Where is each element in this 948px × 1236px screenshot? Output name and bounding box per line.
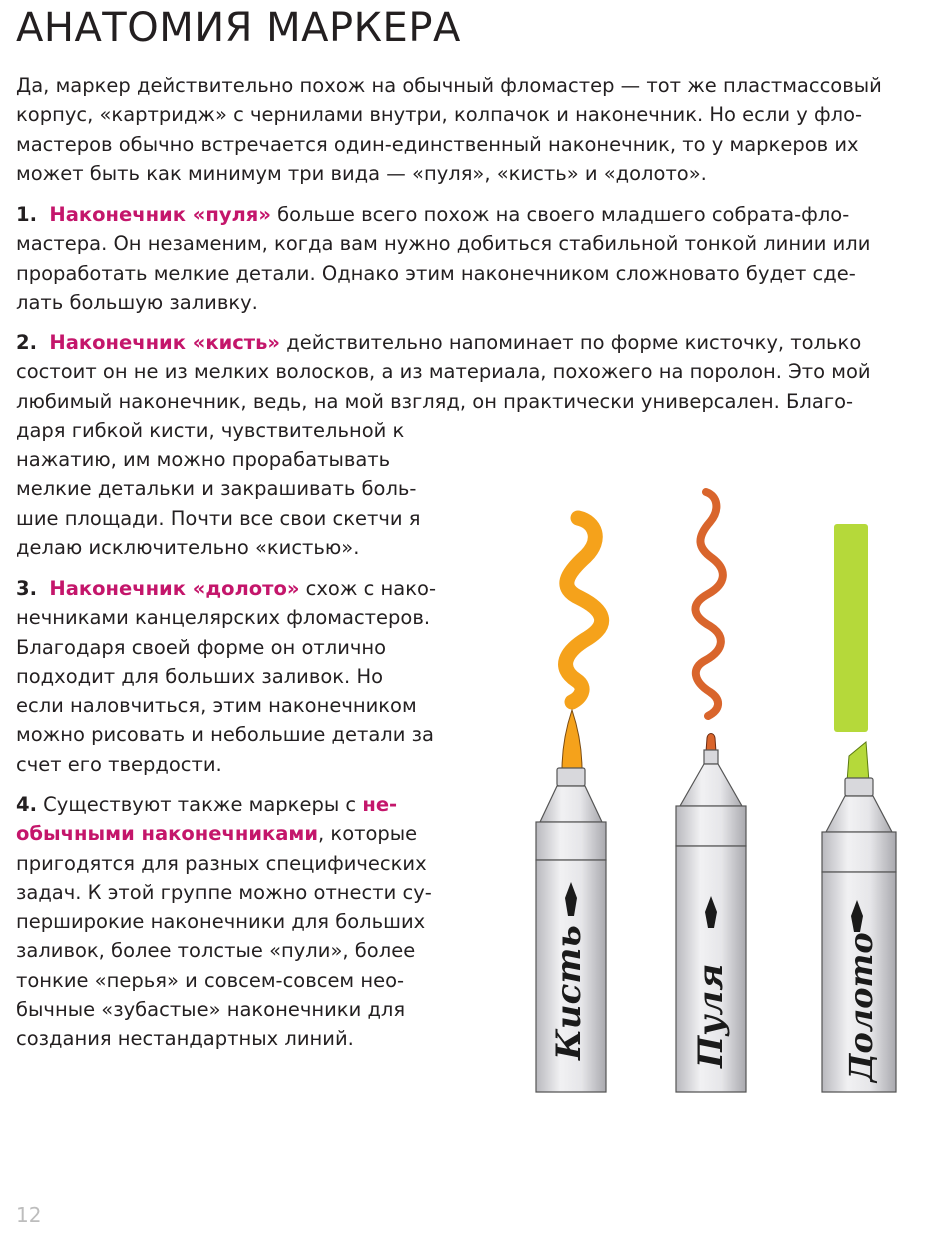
bullet-marker — [676, 734, 746, 1093]
item-line: шие площади. Почти все свои скетчи я — [16, 506, 421, 530]
markers-illustration — [500, 470, 930, 1110]
item-line: делаю исключительно «кистью». — [16, 536, 360, 560]
item-second-line — [16, 819, 432, 848]
brush-marker-cone — [540, 786, 602, 822]
item-line: мастера. Он незаменим, когда вам нужно добиться стабильной тонкой линии или — [16, 232, 871, 256]
intro-line: мастеров обычно встречается один-единственный наконечник, то у маркеров их — [16, 132, 859, 156]
item-line: задач. К этой группе можно отнести су- — [16, 880, 432, 904]
item-first-line — [16, 200, 870, 229]
item-text: Существуют также маркеры с — [36, 793, 363, 816]
item-line: любимый наконечник, ведь, на мой взгляд, он практически универсален. Благо- — [16, 389, 854, 413]
page-title: АНАТОМИЯ МАРКЕРА — [16, 5, 461, 51]
item-highlight: Наконечник «пуля» — [49, 203, 271, 226]
item-first-line — [16, 574, 436, 603]
item-line: состоит он не из мелких волосков, а из материала, похожего на поролон. Это мой — [16, 360, 871, 384]
item-line: можно рисовать и небольшие детали за — [16, 723, 434, 747]
brush-tip-holder — [557, 768, 585, 786]
item-line: лать большую заливку. — [16, 290, 258, 314]
item-line: перширокие наконечники для больших — [16, 910, 426, 934]
item-line: заливок, более толстые «пули», более — [16, 939, 416, 963]
bullet-tip — [706, 734, 716, 753]
item-highlight: Наконечник «долото» — [49, 577, 300, 600]
chisel-marker-label: Долото — [842, 932, 880, 1082]
intro-line: корпус, «картридж» с чернилами внутри, колпачок и наконечник. Но если у фло- — [16, 103, 863, 127]
intro-line: Да, маркер действительно похож на обычный фломастер — тот же пластмассовый — [16, 74, 882, 97]
item-line: создания нестандартных линий. — [16, 1027, 354, 1051]
item-line: бычные «зубастые» наконечники для — [16, 998, 406, 1022]
item-line: мелкие детальки и закрашивать боль- — [16, 477, 417, 501]
item-first-line — [16, 790, 432, 819]
item-text: , которые — [318, 822, 418, 846]
brush-stroke-sample — [566, 518, 602, 702]
chisel-marker-ring — [822, 832, 896, 872]
item-line: нажатию, им можно прорабатывать — [16, 448, 391, 472]
chisel-stroke-sample — [834, 524, 868, 732]
item-line: подходит для больших заливок. Но — [16, 664, 384, 688]
page-number: 12 — [16, 1203, 42, 1227]
item-line: нечниками канцелярских фломастеров. — [16, 606, 431, 630]
item-number: 1. — [16, 203, 37, 226]
item-text: схож с нако- — [299, 577, 436, 600]
item-unusual-tips — [16, 790, 432, 1054]
item-bullet-tip — [16, 200, 870, 317]
item-highlight: обычными наконечниками — [16, 822, 319, 846]
intro-line: может быть как минимум три вида — «пуля», «кисть» и «долото». — [16, 161, 707, 185]
item-line: даря гибкой кисти, чувствительной к — [16, 418, 405, 442]
chisel-marker-cone — [826, 796, 892, 832]
item-line: счет его твердости. — [16, 752, 222, 776]
brush-marker-ring — [536, 822, 606, 860]
item-line: Благодаря своей форме он отлично — [16, 635, 387, 659]
brush-marker-label: Кисть — [549, 925, 589, 1060]
item-highlight: не- — [362, 793, 398, 816]
brush-marker — [536, 710, 606, 1092]
chisel-tip-holder — [845, 778, 873, 796]
bullet-stroke-sample — [695, 492, 722, 716]
intro-paragraph — [16, 71, 882, 188]
item-line: если наловчиться, этим наконечником — [16, 694, 417, 718]
item-line: пригодятся для разных специфических — [16, 851, 427, 875]
item-chisel-tip — [16, 574, 436, 779]
chisel-marker — [822, 742, 896, 1092]
item-first-line — [16, 328, 871, 357]
item-number: 2. — [16, 331, 37, 354]
item-text: действительно напоминает по форме кисточку, только — [280, 331, 862, 354]
item-number: 3. — [16, 577, 37, 600]
bullet-tip-holder — [704, 750, 718, 764]
bullet-marker-label: Пуля — [691, 963, 731, 1068]
bullet-marker-ring — [676, 806, 746, 846]
bullet-marker-cone — [680, 764, 742, 806]
item-text: больше всего похож на своего младшего собрата-фло- — [270, 203, 850, 226]
item-number: 4. — [16, 793, 37, 816]
brush-tip — [562, 710, 582, 770]
item-highlight: Наконечник «кисть» — [49, 331, 281, 354]
item-line: тонкие «перья» и совсем-совсем нео- — [16, 968, 405, 992]
item-line: проработать мелкие детали. Однако этим наконечником сложновато будет сде- — [16, 261, 856, 285]
chisel-tip — [847, 742, 869, 782]
